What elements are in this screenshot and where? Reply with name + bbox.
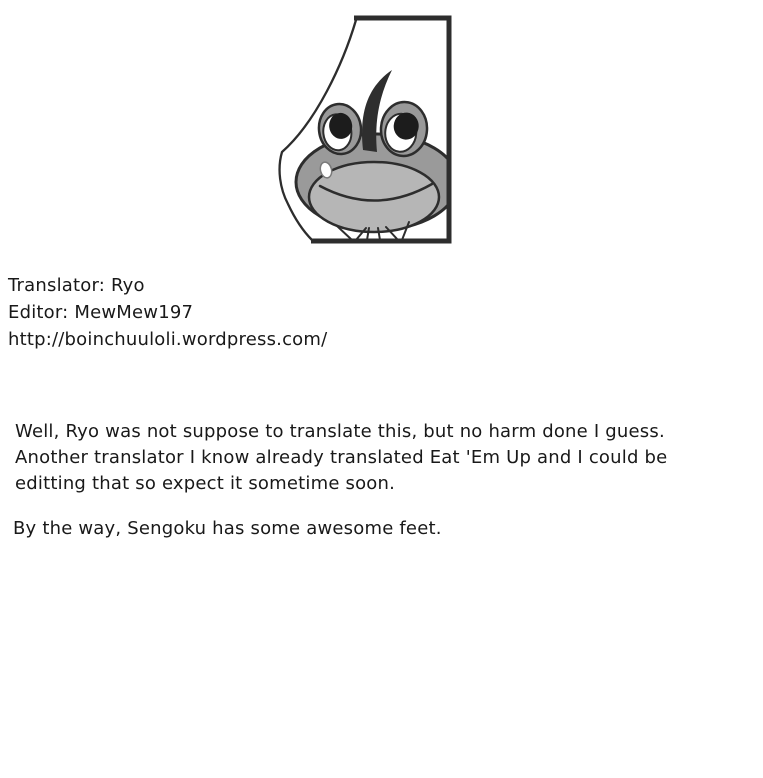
note-line: Another translator I know already translated Eat 'Em Up and I could be — [15, 447, 668, 468]
frog-smile — [320, 184, 432, 201]
translator-note — [15, 419, 667, 497]
note-line: Well, Ryo was not suppose to translate this, but no harm done I guess. — [15, 421, 665, 442]
frog-muzzle — [309, 162, 439, 232]
frog-sprout-icon — [362, 70, 392, 152]
frog-left-eye — [317, 102, 364, 156]
panel-border — [311, 18, 449, 241]
frog-cheek-highlight — [319, 161, 334, 179]
translator-credit: Translator: Ryo — [8, 275, 145, 296]
group-url: http://boinchuuloli.wordpress.com/ — [8, 329, 328, 350]
credits-block — [8, 272, 327, 353]
frog-panel-illustration — [0, 0, 763, 260]
postscript-note — [13, 516, 442, 542]
editor-credit: Editor: MewMew197 — [8, 302, 194, 323]
frog-head — [296, 134, 458, 230]
note-line: editting that so expect it sometime soon. — [15, 473, 396, 494]
frog-collar — [337, 222, 409, 240]
panel-left-curve — [280, 20, 356, 240]
ps-line: By the way, Sengoku has some awesome feet. — [13, 518, 442, 539]
frog-right-eye — [379, 100, 429, 157]
